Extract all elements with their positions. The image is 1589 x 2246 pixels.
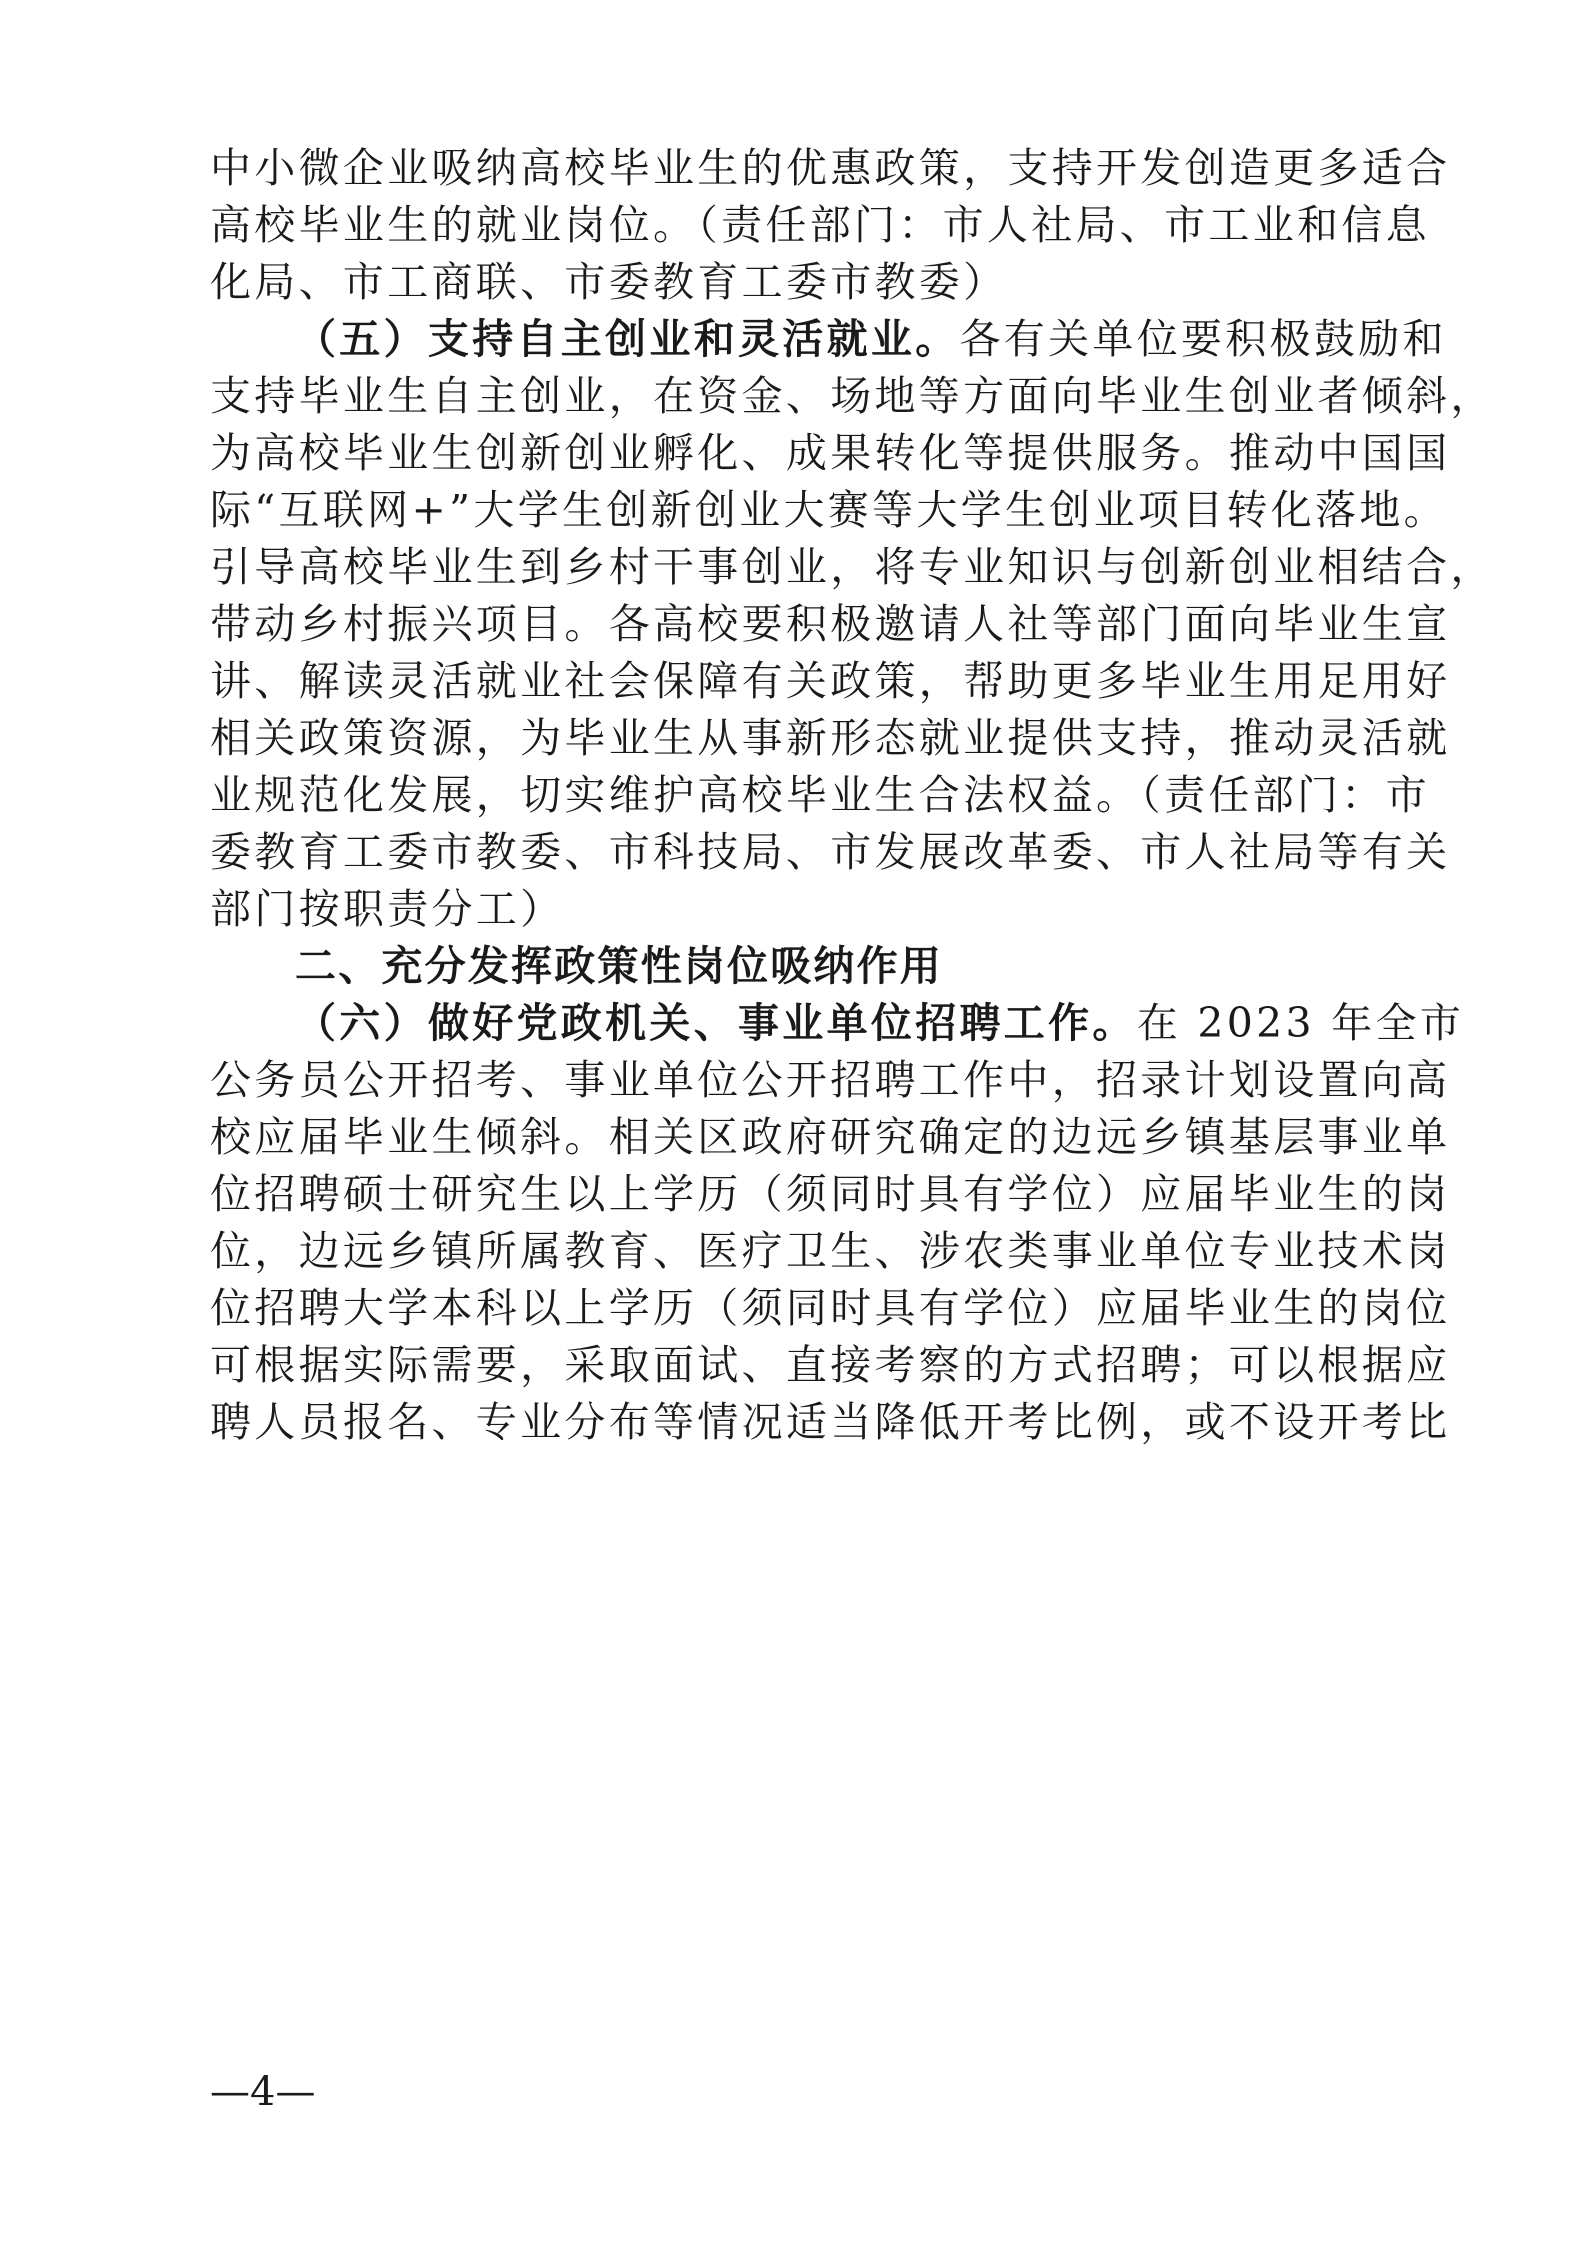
- paragraph-line: 带动乡村振兴项目。各高校要积极邀请人社等部门面向毕业生宣: [210, 600, 1451, 648]
- paragraph-line: 中小微企业吸纳高校毕业生的优惠政策，支持开发创造更多适合: [210, 144, 1451, 192]
- paragraph-line: 校应届毕业生倾斜。相关区政府研究确定的边远乡镇基层事业单: [210, 1113, 1451, 1161]
- paragraph-line: 部门按职责分工）: [210, 885, 565, 933]
- section-6-text: 在 2023 年全市: [1136, 999, 1465, 1047]
- paragraph-line: 讲、解读灵活就业社会保障有关政策，帮助更多毕业生用足用好: [210, 657, 1451, 705]
- paragraph-line: 引导高校毕业生到乡村干事创业，将专业知识与创新创业相结合，: [210, 543, 1495, 591]
- paragraph-line: 业规范化发展，切实维护高校毕业生合法权益。（责任部门：市: [210, 771, 1430, 819]
- paragraph-line: 位，边远乡镇所属教育、医疗卫生、涉农类事业单位专业技术岗: [210, 1227, 1451, 1275]
- page-number: —4—: [210, 2069, 316, 2115]
- paragraph-line: 相关政策资源，为毕业生从事新形态就业提供支持，推动灵活就: [210, 714, 1451, 762]
- paragraph-line: 为高校毕业生创新创业孵化、成果转化等提供服务。推动中国国: [210, 429, 1451, 477]
- paragraph-line: 高校毕业生的就业岗位。（责任部门：市人社局、市工业和信息: [210, 201, 1430, 249]
- paragraph-line: 公务员公开招考、事业单位公开招聘工作中，招录计划设置向高: [210, 1056, 1451, 1104]
- paragraph-line: 际“互联网+”大学生创新创业大赛等大学生创业项目转化落地。: [210, 486, 1448, 534]
- paragraph-line: 位招聘大学本科以上学历（须同时具有学位）应届毕业生的岗位: [210, 1284, 1451, 1332]
- paragraph-line: 支持毕业生自主创业，在资金、场地等方面向毕业生创业者倾斜，: [210, 372, 1495, 420]
- paragraph-line: 化局、市工商联、市委教育工委市教委）: [210, 258, 1008, 306]
- paragraph-line: 位招聘硕士研究生以上学历（须同时具有学位）应届毕业生的岗: [210, 1170, 1451, 1218]
- section-5-title: （五）支持自主创业和灵活就业。: [295, 315, 960, 363]
- section-6-first-line: [295, 993, 1465, 1053]
- section-6-title: （六）做好党政机关、事业单位招聘工作。: [295, 999, 1137, 1047]
- paragraph-line: 委教育工委市教委、市科技局、市发展改革委、市人社局等有关: [210, 828, 1451, 876]
- section-heading: 二、充分发挥政策性岗位吸纳作用: [295, 942, 943, 990]
- section-5-first-line: [295, 309, 1447, 369]
- section-5-text: 各有关单位要积极鼓励和: [959, 315, 1447, 363]
- paragraph-line: 聘人员报名、专业分布等情况适当降低开考比例，或不设开考比: [210, 1398, 1451, 1446]
- paragraph-line: 可根据实际需要，采取面试、直接考察的方式招聘；可以根据应: [210, 1341, 1451, 1389]
